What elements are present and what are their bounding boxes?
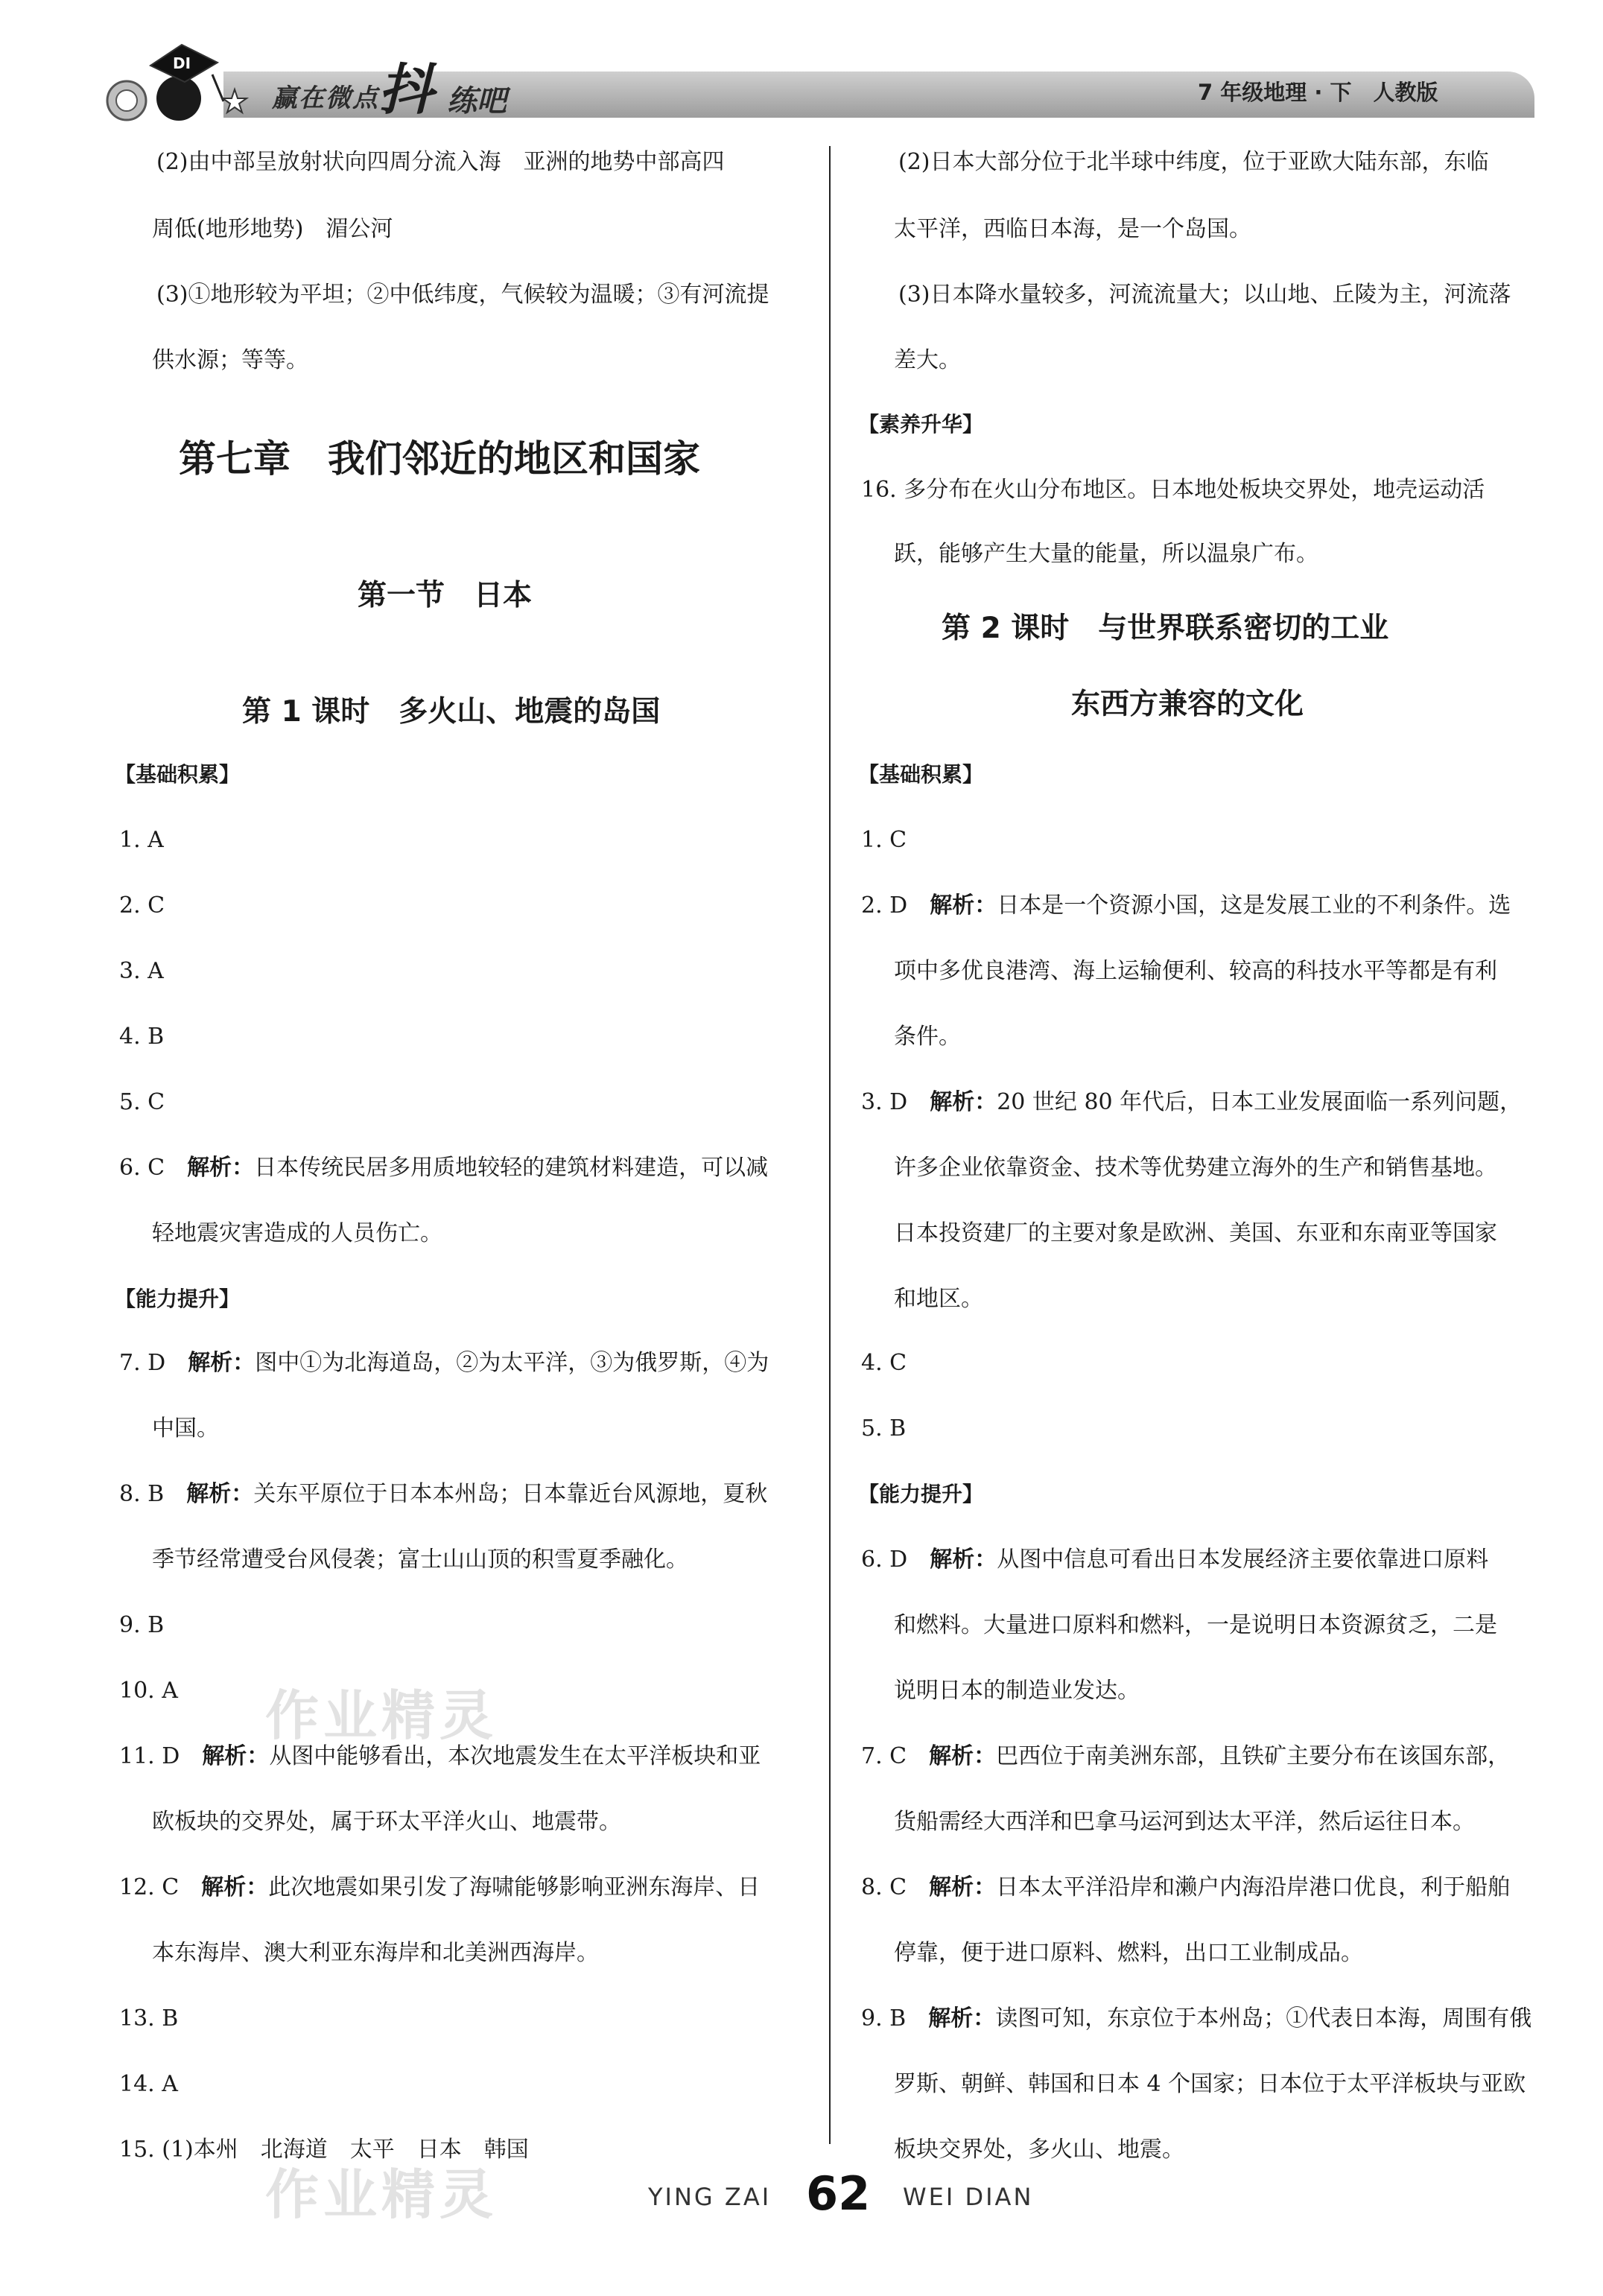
answer-number: 9. B [861,2005,907,2032]
column-divider [829,146,831,2144]
answer-line: 本东海岸、澳大利亚东海岸和北美洲西海岸。 [152,1940,599,1966]
answer-line: 和地区。 [894,1286,983,1312]
answer-number: 2. D [861,892,908,919]
analysis-text: 读图可知，东京位于本州岛；①代表日本海，周围有俄 [995,2005,1532,2032]
analysis-text: 此次地震如果引发了海啸能够影响亚洲东海岸、日 [268,1874,761,1900]
answer-line: 许多企业依靠资金、技术等优势建立海外的生产和销售基地。 [894,1155,1497,1181]
section-title: 第一节 日本 [358,579,533,612]
analysis-text: 从图中信息可看出日本发展经济主要依靠进口原料 [997,1547,1489,1573]
analysis-text: 图中①为北海道岛，②为太平洋，③为俄罗斯，④为 [255,1350,769,1376]
answer-number: 6. D [861,1547,908,1573]
answer-line: 差大。 [894,347,961,373]
answer-item: 3. A [119,958,164,984]
answer-line: 条件。 [894,1024,961,1050]
answer-item: 2. C [119,892,165,919]
answer-item: 16. 多分布在火山分布地区。日本地处板块交界处，地壳运动活 [861,477,1485,503]
section-tag: 【素养升华】 [858,412,984,437]
analysis-text: 日本是一个资源小国，这是发展工业的不利条件。选 [997,892,1511,919]
answer-line: 中国。 [152,1415,219,1442]
answer-item: 5. C [119,1089,165,1115]
answer-item [119,1152,768,1185]
analysis-label: 解析： [930,1089,997,1115]
answer-item: 13. B [119,2005,179,2032]
section-tag: 【能力提升】 [115,1287,241,1311]
lesson-title: 第 1 课时 多火山、地震的岛国 [242,695,661,729]
analysis-label: 解析： [928,2005,996,2032]
answer-item: 15. (1)本州 北海道 太平 日本 韩国 [119,2137,529,2163]
answer-item [861,1871,1510,1904]
answer-item: 1. A [119,827,164,853]
answer-item: 4. B [119,1024,165,1050]
watermark: 作业精灵 [265,1684,498,1747]
answer-item [861,2002,1531,2035]
answer-item: 1. C [861,827,907,853]
svg-text:DI: DI [173,54,191,72]
answer-number: 7. C [861,1743,907,1769]
answer-line: 板块交界处，多火山、地震。 [894,2137,1184,2163]
answer-line: 周低(地形地势) 湄公河 [152,216,393,242]
answer-line: 和燃料。大量进口原料和燃料，一是说明日本资源贫乏，二是 [894,1612,1497,1638]
answer-line: 停靠，便于进口原料、燃料，出口工业制成品。 [894,1940,1363,1966]
analysis-text: 巴西位于南美洲东部，且铁矿主要分布在该国东部， [996,1743,1511,1769]
section-tag: 【能力提升】 [858,1482,984,1506]
brand-title: 抖 [378,58,434,122]
analysis-label: 解析： [929,1743,997,1769]
analysis-label: 解析： [201,1874,269,1900]
answer-number: 6. C [119,1155,165,1181]
analysis-text: 日本传统民居多用质地较轻的建筑材料建造，可以减 [254,1155,769,1181]
answer-line: (2)由中部呈放射状向四周分流入海 亚洲的地势中部高四 [156,149,725,175]
answer-item: 9. B [119,1612,165,1638]
answer-number: 8. C [861,1874,907,1900]
analysis-text: 日本太平洋沿岸和濑户内海沿岸港口优良，利于船舶 [996,1874,1511,1900]
lesson-subtitle: 东西方兼容的文化 [1071,688,1304,721]
analysis-text: 20 世纪 80 年代后，日本工业发展面临一系列问题， [997,1089,1523,1115]
answer-line: 供水源；等等。 [152,347,308,373]
answer-number: 7. D [119,1350,166,1376]
grade-label: 7 年级地理 · 下 人教版 [1198,80,1438,105]
answer-line: 货船需经大西洋和巴拿马运河到达太平洋，然后运往日本。 [894,1809,1475,1835]
answer-line: 太平洋，西临日本海，是一个岛国。 [894,216,1251,242]
analysis-text: 从图中能够看出，本次地震发生在太平洋板块和亚 [269,1743,761,1769]
analysis-label: 解析： [187,1155,255,1181]
answer-item [861,889,1511,922]
answer-item [861,1740,1510,1773]
answer-line: (2)日本大部分位于北半球中纬度，位于亚欧大陆东部，东临 [898,149,1489,175]
lesson-title: 第 2 课时 与世界联系密切的工业 [942,612,1389,645]
brand-logo [104,30,253,134]
answer-item: 10. A [119,1678,178,1704]
page-number: 62 [806,2166,871,2221]
answer-item: 5. B [861,1415,907,1442]
watermark: 作业精灵 [265,2163,498,2226]
answer-line: 罗斯、朝鲜、韩国和日本 4 个国家；日本位于太平洋板块与亚欧 [894,2071,1526,2097]
answer-item [861,1086,1522,1119]
section-tag: 【基础积累】 [115,762,241,787]
answer-line: 季节经常遭受台风侵袭；富士山山顶的积雪夏季融化。 [152,1547,688,1573]
footer-left-text: YING ZAI [648,2183,772,2211]
answer-line: (3)日本降水量较多，河流流量大；以山地、丘陵为主，河流落 [898,282,1511,308]
answer-item [119,1871,760,1904]
answer-line: 轻地震灾害造成的人员伤亡。 [152,1220,442,1246]
answer-line: 日本投资建厂的主要对象是欧洲、美国、东亚和东南亚等国家 [894,1220,1497,1246]
answer-item: 4. C [861,1350,907,1376]
answer-item [119,1478,767,1511]
brand-slogan: 赢在微点 [272,83,379,113]
answer-line: 说明日本的制造业发达。 [894,1678,1140,1704]
analysis-label: 解析： [186,1481,254,1507]
answer-number: 12. C [119,1874,180,1900]
answer-number: 8. B [119,1481,165,1507]
answer-number: 11. D [119,1743,180,1769]
answer-line: 欧板块的交界处，属于环太平洋火山、地震带。 [152,1809,621,1835]
answer-line: 跃，能够产生大量的能量，所以温泉广布。 [894,541,1318,567]
analysis-label: 解析： [202,1743,270,1769]
analysis-label: 解析： [930,892,997,919]
answer-line: (3)①地形较为平坦；②中低纬度，气候较为温暖；③有河流提 [156,282,769,308]
analysis-label: 解析： [188,1350,255,1376]
analysis-label: 解析： [929,1874,997,1900]
answer-number: 3. D [861,1089,908,1115]
answer-item: 14. A [119,2071,178,2097]
brand-title-suffix: 练吧 [447,84,507,118]
page-header [0,0,1603,142]
answer-line: 项中多优良港湾、海上运输便利、较高的科技水平等都是有利 [894,958,1497,984]
answer-item [119,1347,769,1380]
analysis-label: 解析： [930,1547,997,1573]
section-tag: 【基础积累】 [858,762,984,787]
answer-item [861,1544,1488,1576]
analysis-text: 关东平原位于日本本州岛；日本靠近台风源地，夏秋 [253,1481,768,1507]
chapter-title: 第七章 我们邻近的地区和国家 [179,437,700,481]
footer-right-text: WEI DIAN [903,2183,1034,2211]
